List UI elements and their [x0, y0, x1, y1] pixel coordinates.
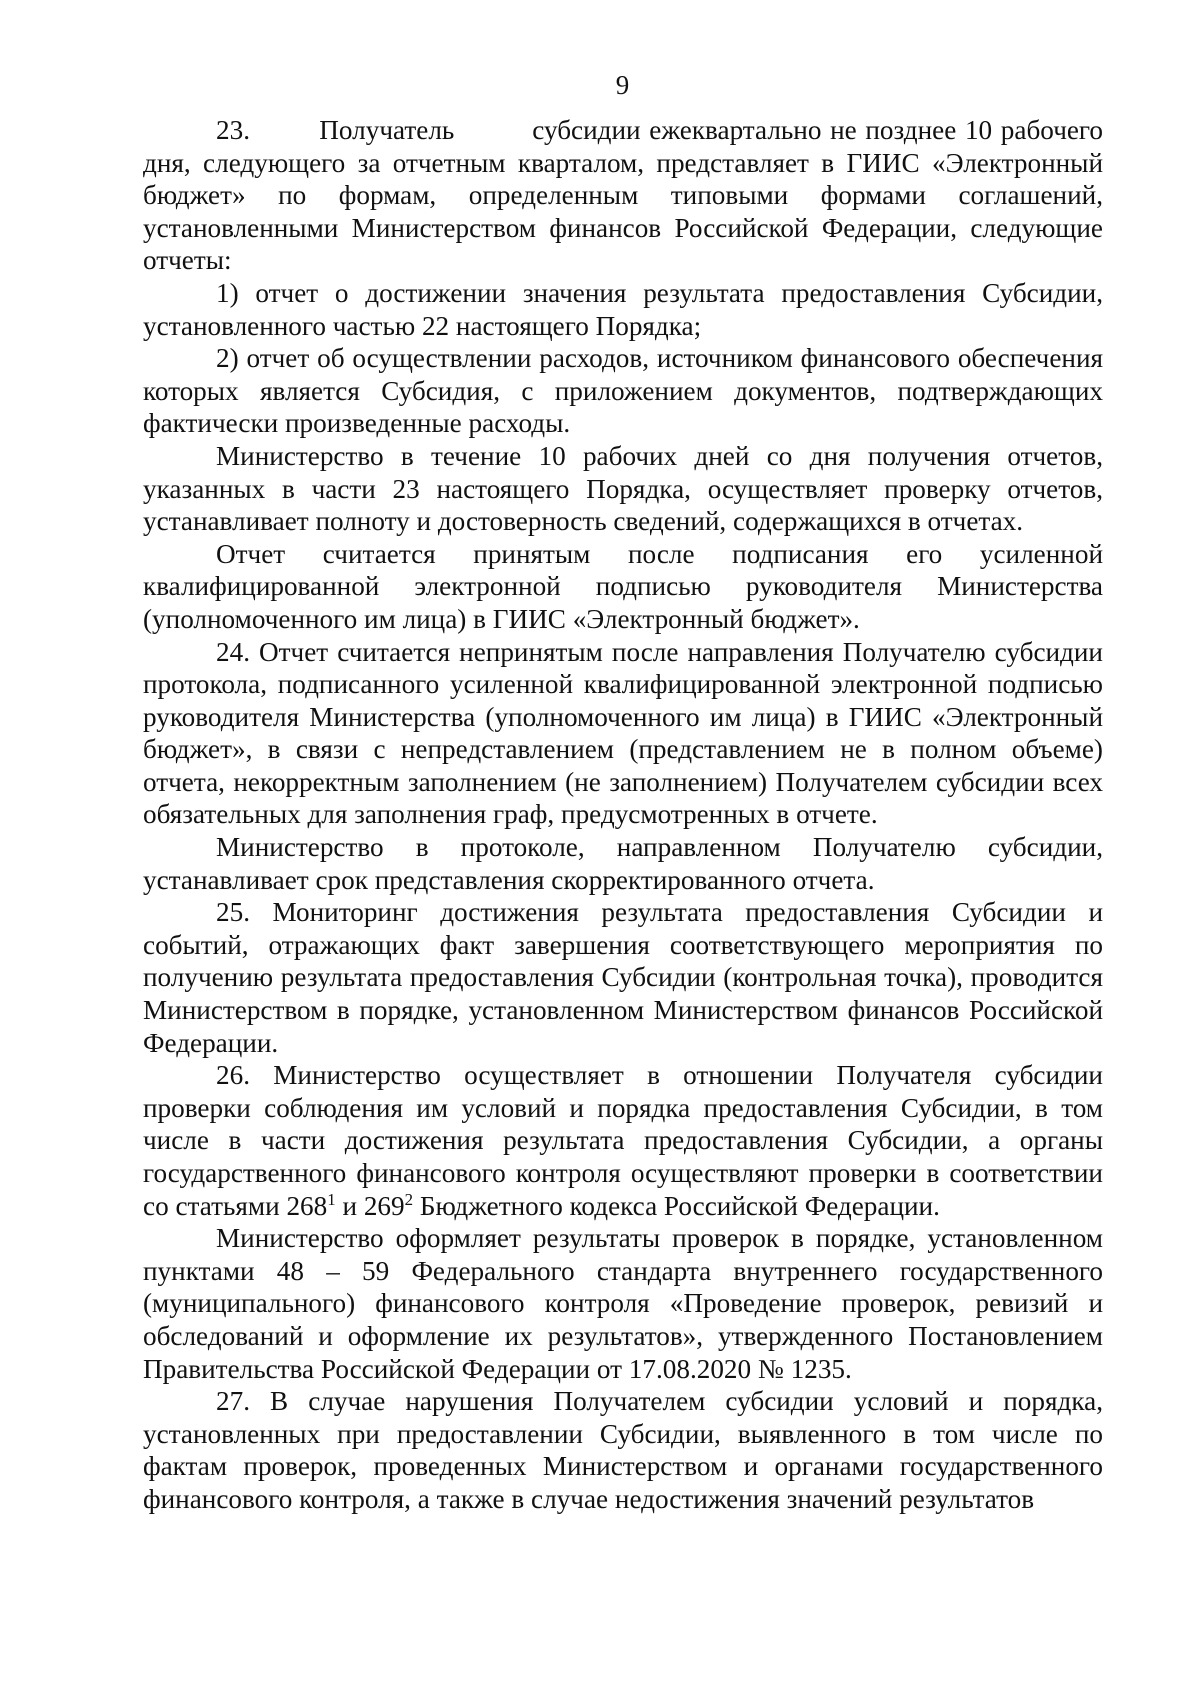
paragraph-26-text-end: Бюджетного кодекса Российской Федерации. [413, 1190, 940, 1221]
paragraph-26-text-start: 26. Министерство осуществляет в отношении Получателя субсидии проверки соблюдения им условий и порядка предоставления Субсидии, в том числе в части достижения результата предоставления Субсидии, а органы государственного финансового контроля осуществляют проверки в соответствии со статьями 268 [143, 1060, 1103, 1221]
paragraph-audit-results: Министерство оформляет результаты проверок в порядке, установленном пунктами 48 – 59 Федерального стандарта внутреннего государственного (муниципального) финансового контроля «Проведение проверок, ревизий и обследований и оформление их результатов», утвержденного Постановлением Правительства Российской Федерации от 17.08.2020 № 1235. [143, 1223, 1103, 1384]
paragraph-23-item-2: 2) отчет об осуществлении расходов, источником финансового обеспечения которых является Субсидия, с приложением документов, подтверждающих фактически произведенные расходы. [143, 343, 1103, 439]
superscript-article-269: 2 [404, 1189, 414, 1209]
paragraph-27: 27. В случае нарушения Получателем субсидии условий и порядка, установленных при предоставлении Субсидии, выявленного в том числе по фактам проверок, проведенных Министерством и органами государственного финансового контроля, а также в случае недостижения значений результатов [143, 1386, 1103, 1514]
paragraph-25: 25. Мониторинг достижения результата предоставления Субсидии и событий, отражающих факт завершения соответствующего мероприятия по получению результата предоставления Субсидии (контрольная точка), проводится Министерством в порядке, установленном Министерством финансов Российской Федерации. [143, 897, 1103, 1058]
page-number: 9 [615, 70, 630, 100]
paragraph-23: 23. Получатель субсидии ежеквартально не позднее 10 рабочего дня, следующего за отчетным кварталом, представляет в ГИИС «Электронный бюджет» по формам, определенным типовыми формами соглашений, установленными Министерством финансов Российской Федерации, следующие отчеты: [143, 115, 1103, 276]
paragraph-23-item-1: 1) отчет о достижении значения результата предоставления Субсидии, установленного частью 22 настоящего Порядка; [143, 277, 1103, 341]
superscript-article-268: 1 [327, 1189, 336, 1209]
paragraph-24-deadline: Министерство в протоколе, направленном Получателю субсидии, устанавливает срок представления скорректированного отчета. [143, 832, 1103, 895]
paragraph-24: 24. Отчет считается непринятым после направления Получателю субсидии протокола, подписанного усиленной квалифицированной электронной подписью руководителя Министерства (уполномоченного им лица) в ГИИС «Электронный бюджет», в связи с непредставлением (представлением не в полном объеме) отчета, некорректным заполнением (не заполнением) Получателем субсидии всех обязательных для заполнения граф, предусмотренных в отчете. [143, 636, 1103, 830]
document-body [143, 114, 1103, 1516]
paragraph-report-check: Министерство в течение 10 рабочих дней со дня получения отчетов, указанных в части 23 настоящего Порядка, осуществляет проверку отчетов, устанавливает полноту и достоверность сведений, содержащихся в отчетах. [143, 440, 1103, 537]
paragraph-26-text-middle: и 269 [335, 1190, 405, 1221]
paragraph-26 [143, 1059, 1103, 1222]
paragraph-report-accepted: Отчет считается принятым после подписания его усиленной квалифицированной электронной подписью руководителя Министерства (уполномоченного им лица) в ГИИС «Электронный бюджет». [143, 538, 1103, 634]
